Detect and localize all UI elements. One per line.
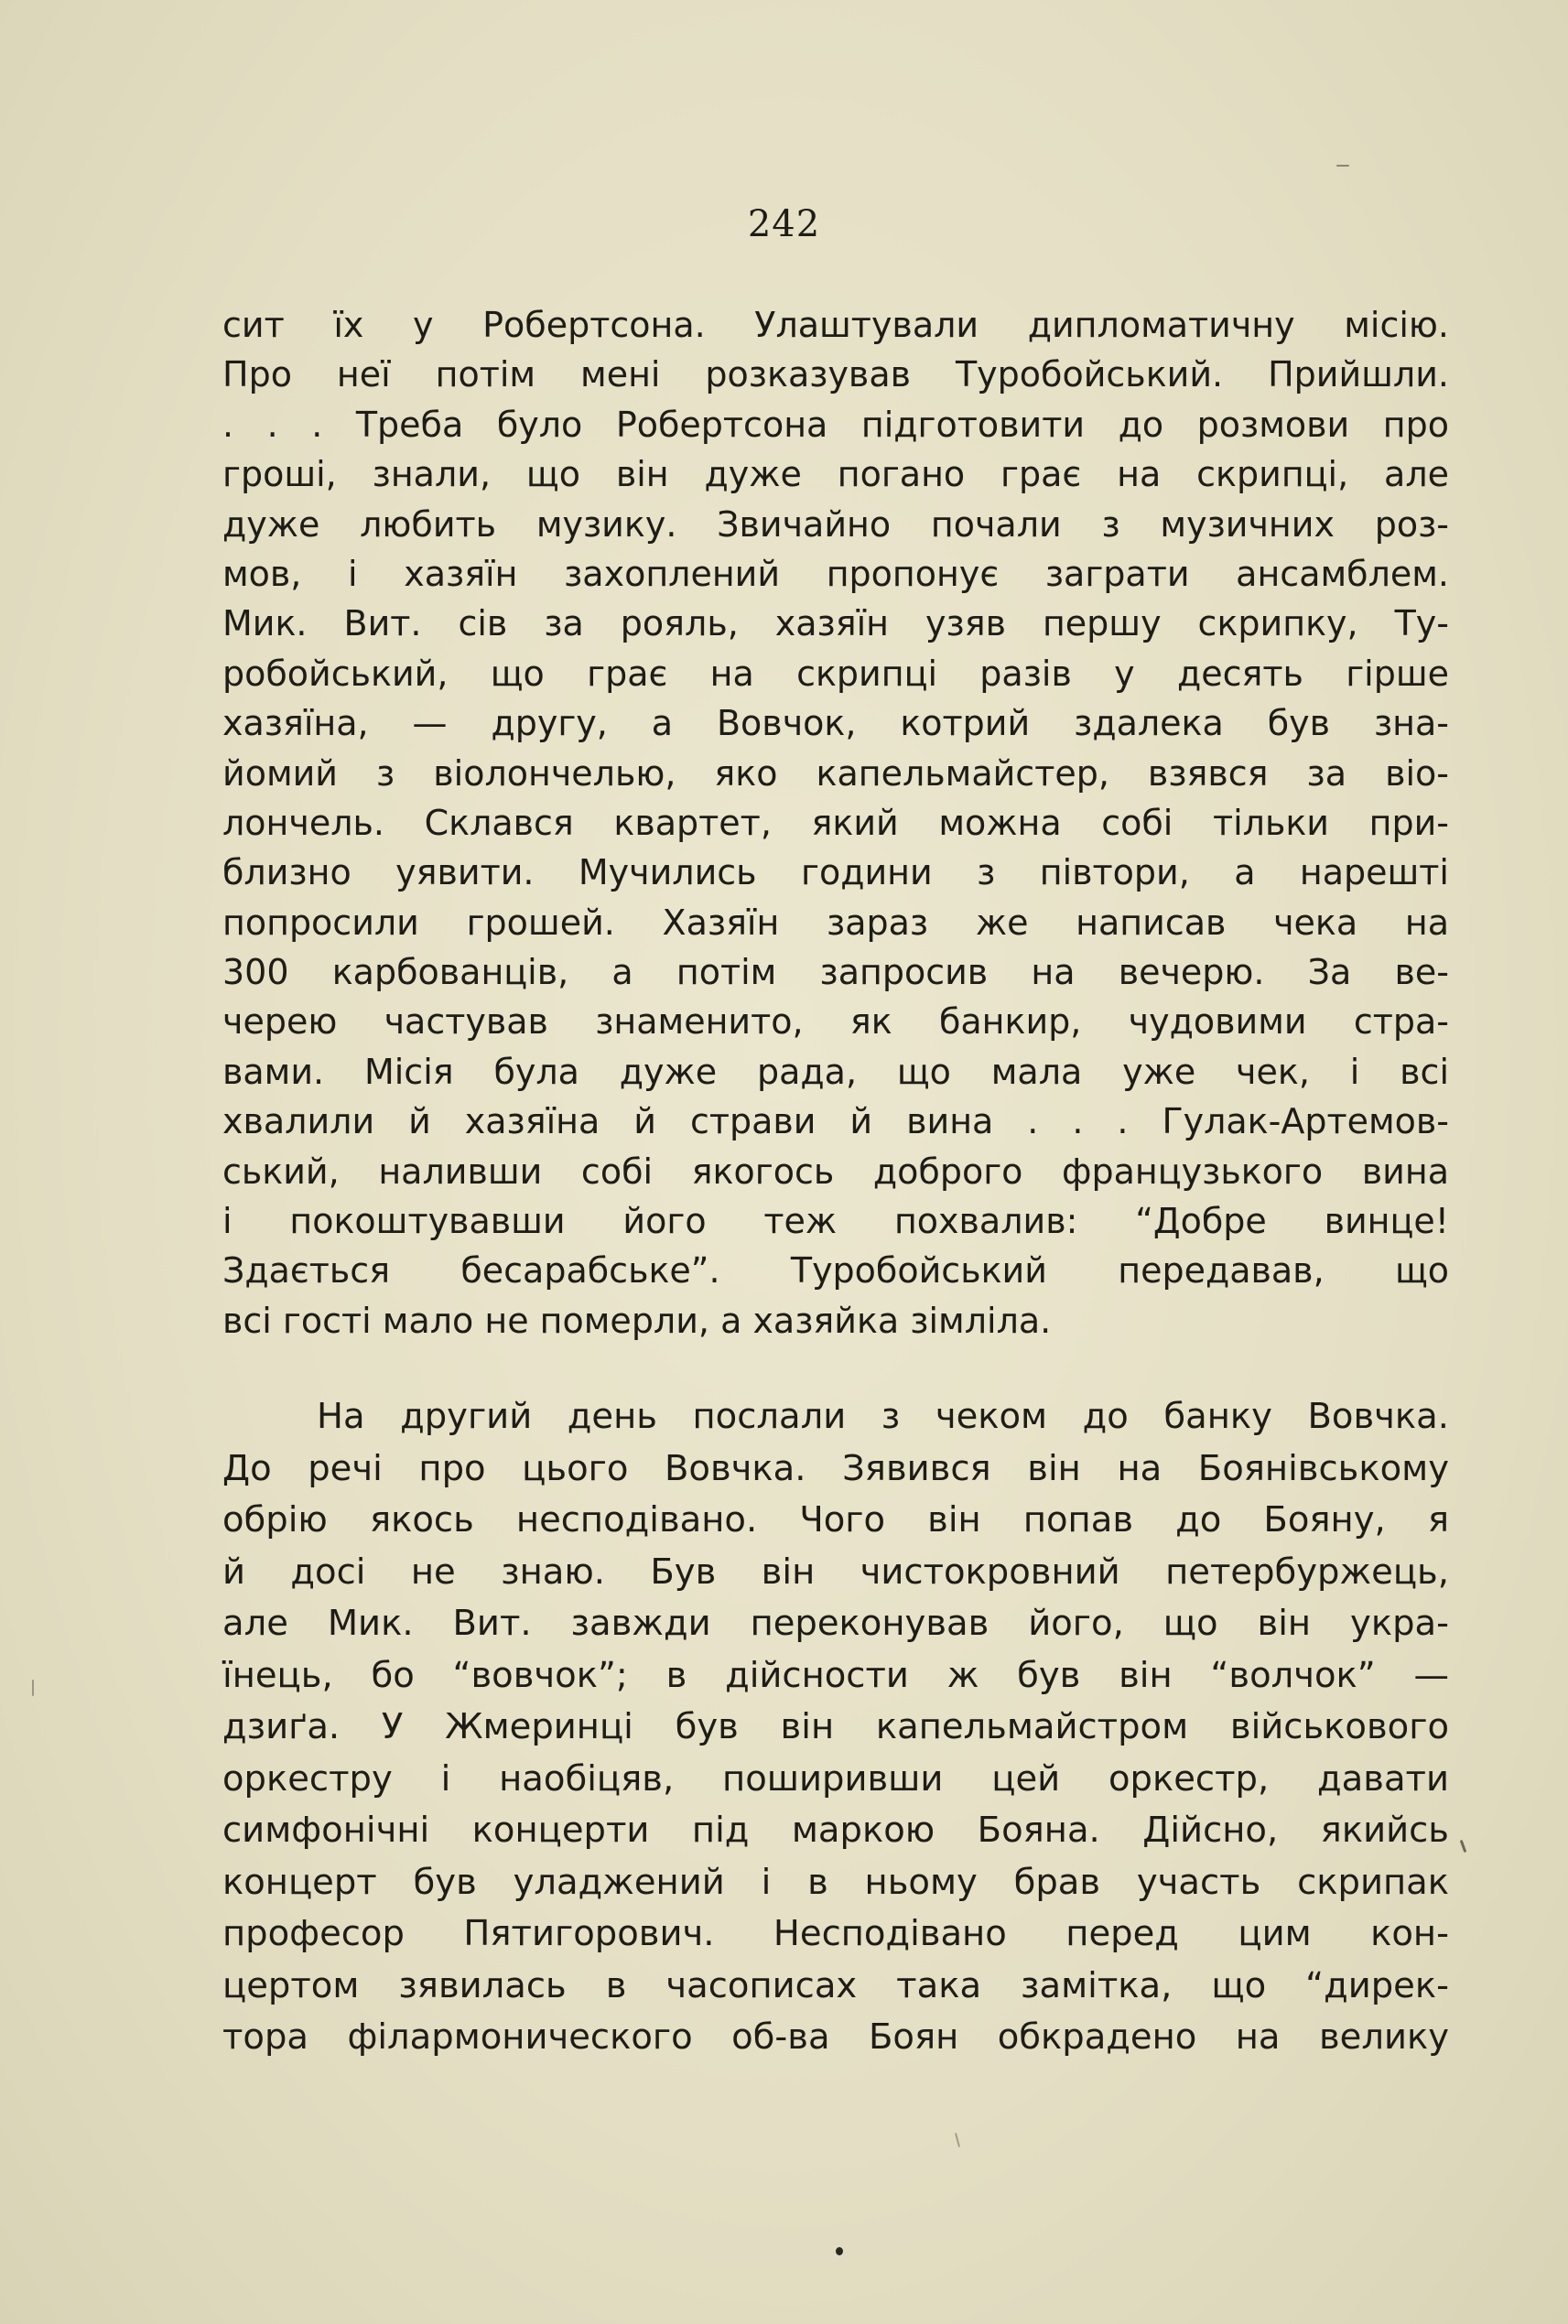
text-line: й досі не знаю. Був він чистокровний петербуржець, — [222, 1551, 1449, 1593]
text-line: близно уявити. Мучились години з півтори, а нарешті — [222, 852, 1449, 893]
text-line: дуже любить музику. Звичайно почали з музичних роз- — [222, 503, 1449, 545]
text-line: Здається бесарабське”. Туробойський передавав, що — [222, 1250, 1449, 1292]
text-line: робойський, що грає на скрипці разів у десять гірше — [222, 653, 1449, 694]
text-line: сит їх у Робертсона. Улаштували дипломатичну місію. — [222, 305, 1449, 345]
text-line: йомий з віолончелью, яко капельмайстер, взявся за віо- — [222, 752, 1449, 794]
text-line: цертом зявилась в часописах така замітка, що “дирек- — [222, 1964, 1449, 2006]
ink-dot — [836, 2247, 843, 2255]
text-line: професор Пятигорович. Несподівано перед цим кон- — [222, 1913, 1449, 1954]
text-line: тора філармонического об-ва Боян обкрадено на велику — [222, 2016, 1449, 2058]
text-line: . . . Треба було Робертсона підготовити до розмови про — [222, 404, 1449, 445]
text-line: оркестру і наобіцяв, поширивши цей оркестр, давати — [222, 1757, 1449, 1800]
text-line: ський, наливши собі якогось доброго французького вина — [222, 1151, 1449, 1192]
text-line: Про неї потім мені розказував Туробойський. Прийшли. — [222, 354, 1449, 395]
paragraph-1 — [222, 300, 1449, 1346]
text-line: 300 карбованців, а потім запросив на вечерю. За ве- — [222, 952, 1449, 993]
text-line: мов, і хазяїн захоплений пропонує заграти ансамблем. — [222, 553, 1449, 594]
text-line: але Мик. Вит. завжди переконував його, що він укра- — [222, 1603, 1449, 1644]
text-line: До речі про цього Вовчка. Зявився він на Боянівському — [222, 1447, 1449, 1489]
paragraph-2 — [222, 1391, 1449, 2064]
text-line: гроші, знали, що він дуже погано грає на скрипці, але — [222, 454, 1449, 495]
paper-mark — [1460, 1840, 1467, 1853]
text-line: концерт був уладжений і в ньому брав участь скрипак — [222, 1861, 1449, 1903]
text-line: лончель. Склався квартет, який можна собі тільки при- — [222, 802, 1449, 843]
text-line: вами. Місія була дуже рада, що мала уже чек, і всі — [222, 1051, 1449, 1092]
page-number: 242 — [747, 203, 821, 245]
text-line: обрію якось несподівано. Чого він попав до Бояну, я — [222, 1499, 1449, 1540]
text-line: дзиґа. У Жмеринці був він капельмайстром військового — [222, 1706, 1449, 1747]
text-line: хазяїна, — другу, а Вовчок, котрий здалека був зна- — [222, 703, 1449, 744]
text-line: черею частував знаменито, як банкир, чудовими стра- — [222, 1001, 1449, 1043]
text-line: всі гості мало не померли, а хазяйка зімліла. — [222, 1300, 1052, 1341]
text-line: і покоштувавши його теж похвалив: “Добре винце! — [222, 1201, 1449, 1242]
text-line: Мик. Вит. сів за рояль, хазяїн узяв першу скрипку, Ту- — [222, 603, 1449, 644]
text-line: хвалили й хазяїна й страви й вина . . . Гулак-Артемов- — [222, 1101, 1449, 1142]
text-line: їнець, бо “вовчок”; в дійсности ж був він “волчок” — — [222, 1654, 1449, 1696]
paper-mark — [1336, 165, 1349, 167]
text-line: попросили грошей. Хазяїн зараз же написав чека на — [222, 902, 1449, 943]
text-line: На другий день послали з чеком до банку Вовчка. — [317, 1396, 1449, 1437]
paper-mark — [32, 1680, 34, 1696]
paper-mark — [955, 2133, 960, 2147]
text-line: симфонічні концерти під маркою Бояна. Дійсно, якийсь — [222, 1810, 1449, 1851]
